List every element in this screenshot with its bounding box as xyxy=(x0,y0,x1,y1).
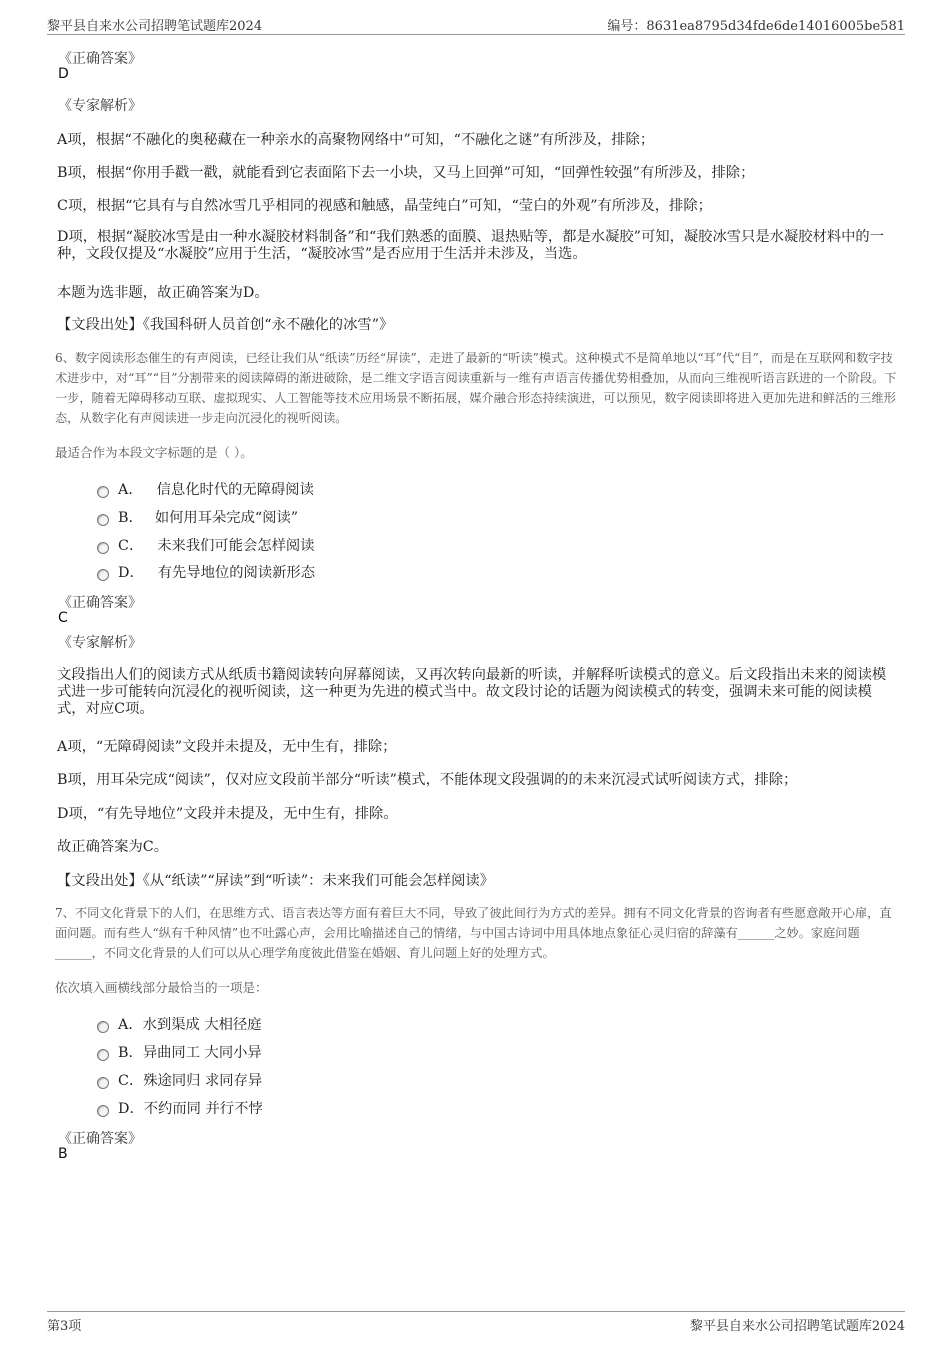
analysis-option-a: A项，根据“不融化的奥秘藏在一种亲水的高聚物网络中”可知，“不融化之谜”有所涉及，排除； xyxy=(57,132,655,148)
question-6-stem: 6、数字阅读形态催生的有声阅读，已经让我们从“纸读”历经“屏读”，走进了最新的“听读”模式。这种模式不是简单地以“耳”代“目”，而是在互联网和数字技术进步中，对“耳”“目”分割带来的阅读障碍的渐进破除，是二维文字语言阅读重新与一维有声语言传播优势相叠加，从而向三维视听语言跃进的一个阶段。下一步，随着无障碍移动互联、虚拟现实、人工智能等技术应用场景不断拓展，媒介融合形态持续演进，可以预见，数字阅读即将进入更加先进和鲜活的三维形态，从数字化有声阅读进一步走向沉浸化的视听阅读。 xyxy=(55,351,897,425)
option-text: 水到渠成 大相径庭 xyxy=(142,1017,262,1033)
radio-button[interactable] xyxy=(97,1077,109,1089)
analysis-option-c: C项，根据“它具有与自然冰雪几乎相同的视感和触感，晶莹纯白”可知，“莹白的外观”有所涉及，排除； xyxy=(57,198,712,214)
analysis-label: 《专家解析》 xyxy=(58,635,142,651)
option-text: 殊途同归 求同存异 xyxy=(143,1073,263,1089)
analysis-text: 文段指出人们的阅读方式从纸质书籍阅读转向屏幕阅读，又再次转向最新的听读，并解释听读模式的意义。后文段指出未来的阅读模式进一步可能转向沉浸化的视听阅读，这一种更为先进的模式当中。故文段讨论的话题为阅读模式的转变，强调未来可能的阅读模式，对应C项。 xyxy=(57,667,887,717)
option-text: 如何用耳朵完成“阅读” xyxy=(154,510,299,526)
page-number: 第3项 xyxy=(47,1319,82,1334)
option-text: 异曲同工 大同小异 xyxy=(142,1045,262,1061)
option-key: D． xyxy=(118,565,144,581)
answer-value: C xyxy=(58,610,68,626)
conclusion: 故正确答案为C。 xyxy=(57,839,169,855)
option-a[interactable] xyxy=(118,1014,262,1034)
option-b[interactable] xyxy=(118,1042,262,1062)
question-7-prompt: 依次填入画横线部分最恰当的一项是： xyxy=(55,980,268,995)
option-key: B． xyxy=(118,510,143,526)
option-key: A． xyxy=(118,482,143,498)
question-6-prompt: 最适合作为本段文字标题的是（ ）。 xyxy=(55,445,253,460)
radio-button[interactable] xyxy=(97,486,109,498)
answer-label: 《正确答案》 xyxy=(58,595,142,611)
conclusion: 本题为选非题，故正确答案为D。 xyxy=(57,285,269,301)
option-text: 不约而同 并行不悖 xyxy=(143,1101,263,1117)
option-key: A． xyxy=(118,1017,143,1033)
source-citation: 【文段出处】《从“纸读”“屏读”到“听读”：未来我们可能会怎样阅读》 xyxy=(57,873,495,889)
option-a[interactable] xyxy=(118,479,314,499)
option-key: C． xyxy=(118,1073,144,1089)
answer-value: B xyxy=(58,1146,68,1162)
answer-label: 《正确答案》 xyxy=(58,51,142,67)
option-b[interactable] xyxy=(118,507,298,527)
answer-label: 《正确答案》 xyxy=(58,1131,142,1147)
option-c[interactable] xyxy=(118,1070,262,1090)
question-7-stem: 7、不同文化背景下的人们，在思维方式、语言表达等方面有着巨大不同，导致了彼此间行为方式的差异。拥有不同文化背景的咨询者有些愿意敞开心扉，直面问题。而有些人“纵有千种风情”也不吐露心声，会用比喻描述自己的情绪，与中国古诗词中用具体地点象征心灵归宿的辞藻有______之妙。家庭问题______，不同文化背景的人们可以从心理学角度彼此借鉴在婚姻、育儿问题上好的处理方式。 xyxy=(55,906,892,960)
radio-button[interactable] xyxy=(97,1021,109,1033)
radio-button[interactable] xyxy=(97,1105,109,1117)
radio-button[interactable] xyxy=(97,1049,109,1061)
header-title: 黎平县自来水公司招聘笔试题库2024 xyxy=(47,19,263,34)
option-key: C． xyxy=(118,538,144,554)
radio-button[interactable] xyxy=(97,542,109,554)
option-key: D． xyxy=(118,1101,144,1117)
analysis-option-a: A项，“无障碍阅读”文段并未提及，无中生有，排除； xyxy=(57,739,397,755)
analysis-option-d: D项，根据“凝胶冰雪是由一种水凝胶材料制备”和“我们熟悉的面膜、退热贴等，都是水凝胶”可知，凝胶冰雪只是水凝胶材料中的一种，文段仅提及“水凝胶”应用于生活，“凝胶冰雪”是否应用于生活并未涉及，当选。 xyxy=(57,229,885,262)
analysis-label: 《专家解析》 xyxy=(58,98,142,114)
option-key: B． xyxy=(118,1045,143,1061)
analysis-option-b: B项，用耳朵完成“阅读”，仅对应文段前半部分“听读”模式，不能体现文段强调的的未来沉浸式试听阅读方式，排除； xyxy=(57,772,798,788)
source-citation: 【文段出处】《我国科研人员首创“永不融化的冰雪”》 xyxy=(57,317,394,333)
answer-value: D xyxy=(58,66,69,82)
option-text: 信息化时代的无障碍阅读 xyxy=(156,482,314,498)
option-c[interactable] xyxy=(118,535,315,555)
header-doc-id: 编号：8631ea8795d34fde6de14016005be581 xyxy=(607,19,905,34)
radio-button[interactable] xyxy=(97,514,109,526)
page-footer xyxy=(47,1311,905,1334)
option-d[interactable] xyxy=(118,1098,263,1118)
option-text: 有先导地位的阅读新形态 xyxy=(157,565,316,581)
option-text: 未来我们可能会怎样阅读 xyxy=(157,538,315,554)
analysis-option-b: B项，根据“你用手戳一戳，就能看到它表面陷下去一小块，又马上回弹”可知，“回弹性较强”有所涉及，排除； xyxy=(57,165,755,181)
radio-button[interactable] xyxy=(97,569,109,581)
page-header xyxy=(47,14,905,35)
analysis-option-d: D项，“有先导地位”文段并未提及，无中生有，排除。 xyxy=(57,806,398,822)
option-d[interactable] xyxy=(118,562,315,582)
footer-title: 黎平县自来水公司招聘笔试题库2024 xyxy=(689,1319,905,1334)
